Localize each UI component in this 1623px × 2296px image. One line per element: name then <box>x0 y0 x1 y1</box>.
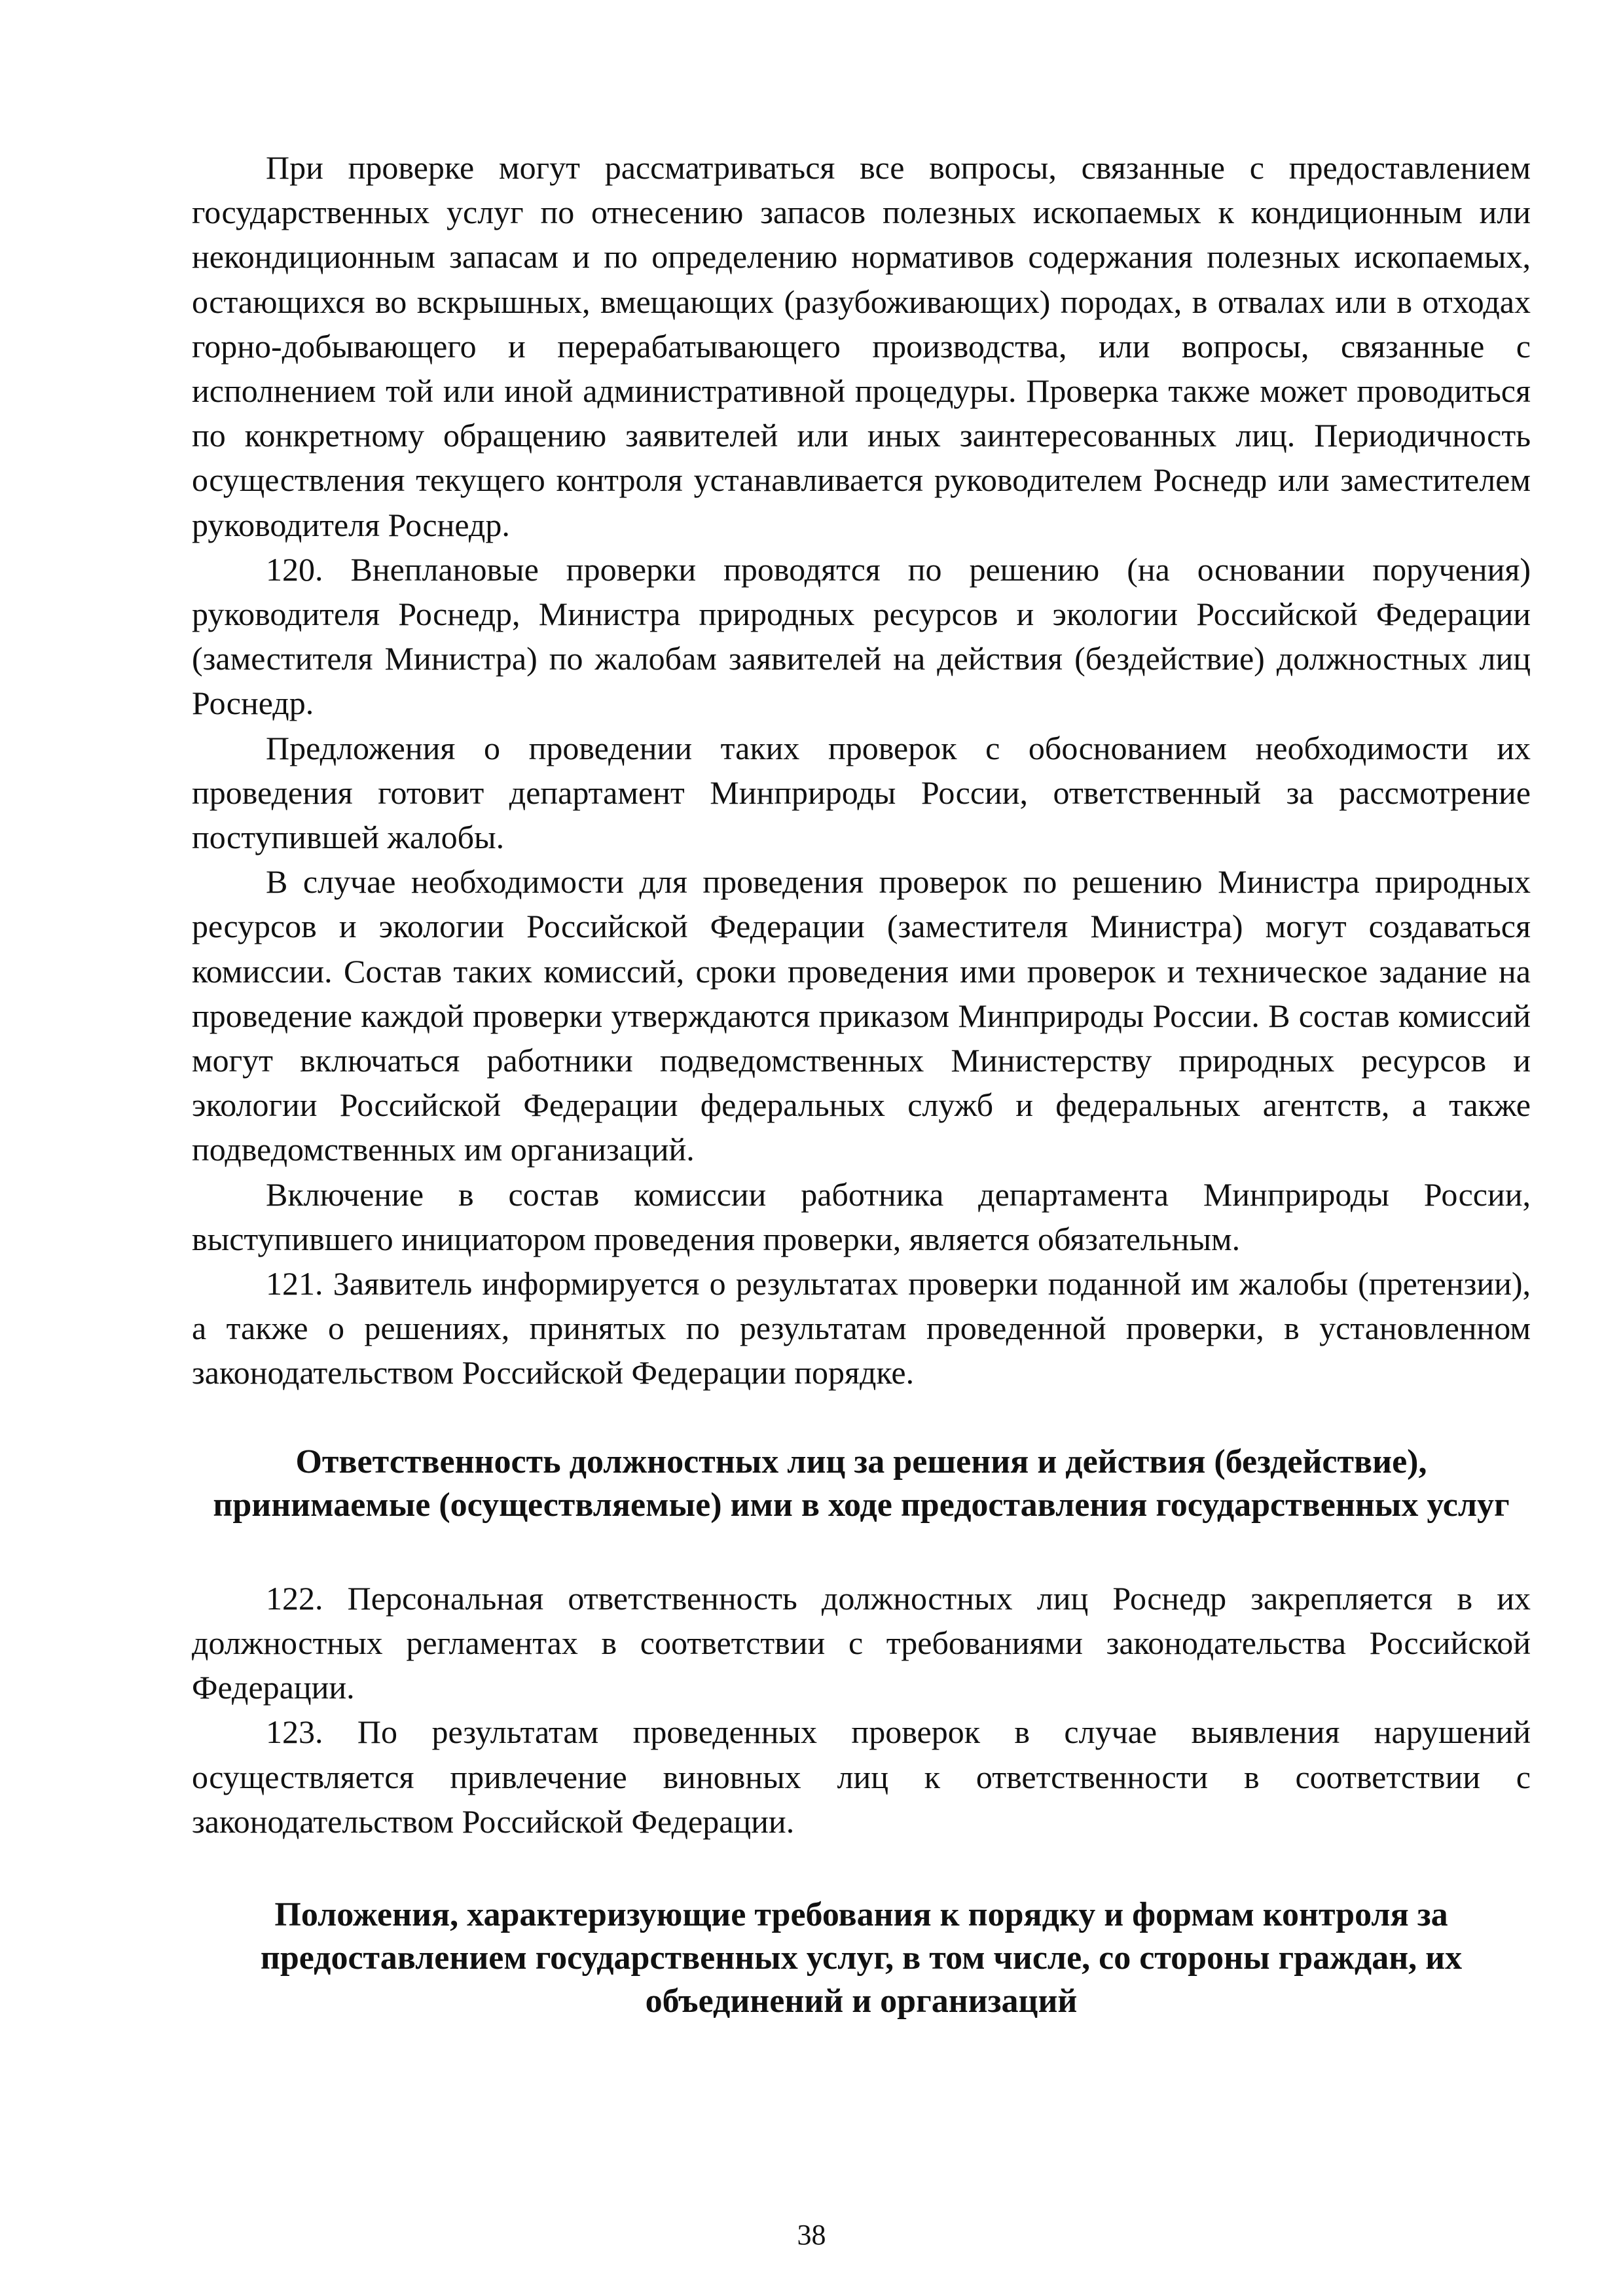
paragraph-121-applicant-informed: 121. Заявитель информируется о результатах проверки поданной им жалобы (претензии), а также о решениях, принятых по результатам проведенной проверки, в установленном законодательством Российской Федерации порядке. <box>192 1265 1531 1391</box>
paragraph-inspection-scope: При проверке могут рассматриваться все вопросы, связанные с предоставлением государственных услуг по отнесению запасов полезных ископаемых к кондиционным или некондиционным запасам и по определению нормативов содержания полезных ископаемых, остающихся во вскрышных, вмещающих (разубоживающих) породах, в отвалах или в отходах горно-добывающего и перерабатывающего производства, или вопросы, связанные с исполнением той или иной административной процедуры. Проверка также может проводиться по конкретному обращению заявителей или иных заинтересованных лиц. Периодичность осуществления текущего контроля устанавливается руководителем Роснедр или заместителем руководителя Роснедр. <box>192 149 1531 543</box>
paragraph-commissions: В случае необходимости для проведения проверок по решению Министра природных ресурсов и экологии Российской Федерации (заместителя Министра) могут создаваться комиссии. Состав таких комиссий, сроки проведения ими проверок и техническое задание на проведение каждой проверки утверждаются приказом Минприроды России. В состав комиссий могут включаться работники подведомственных Министерству природных ресурсов и экологии Российской Федерации федеральных служб и федеральных агентств, а также подведомственных им организаций. <box>192 863 1531 1168</box>
section-title-responsibility: Ответственность должностных лиц за решения и действия (бездействие), принимаемые (осуществляемые) ими в ходе предоставления государственных услуг <box>213 1443 1510 1524</box>
paragraph-inspection-proposals: Предложения о проведении таких проверок с обоснованием необходимости их проведения готовит департамент Минприроды России, ответственный за рассмотрение поступившей жалобы. <box>192 729 1531 856</box>
paragraph-123-violations: 123. По результатам проведенных проверок в случае выявления нарушений осуществляется привлечение виновных лиц к ответственности в соответствии с законодательством Российской Федерации. <box>192 1713 1531 1840</box>
paragraph-commission-membership: Включение в состав комиссии работника департамента Минприроды России, выступившего инициатором проведения проверки, является обязательным. <box>192 1175 1531 1257</box>
paragraph-122-personal-responsibility: 122. Персональная ответственность должностных лиц Роснедр закрепляется в их должностных регламентах в соответствии с требованиями законодательства Российской Федерации. <box>192 1579 1531 1706</box>
page-number: 38 <box>797 2219 826 2251</box>
paragraph-120-unscheduled-inspections: 120. Внеплановые проверки проводятся по решению (на основании поручения) руководителя Роснедр, Министра природных ресурсов и экологии Российской Федерации (заместителя Министра) по жалобам заявителей на действия (бездействие) должностных лиц Роснедр. <box>192 550 1531 722</box>
document-page <box>192 145 1531 2240</box>
section-title-control-requirements: Положения, характеризующие требования к порядку и формам контроля за предоставлением государственных услуг, в том числе, со стороны граждан, их объединений и организаций <box>260 1895 1463 2020</box>
